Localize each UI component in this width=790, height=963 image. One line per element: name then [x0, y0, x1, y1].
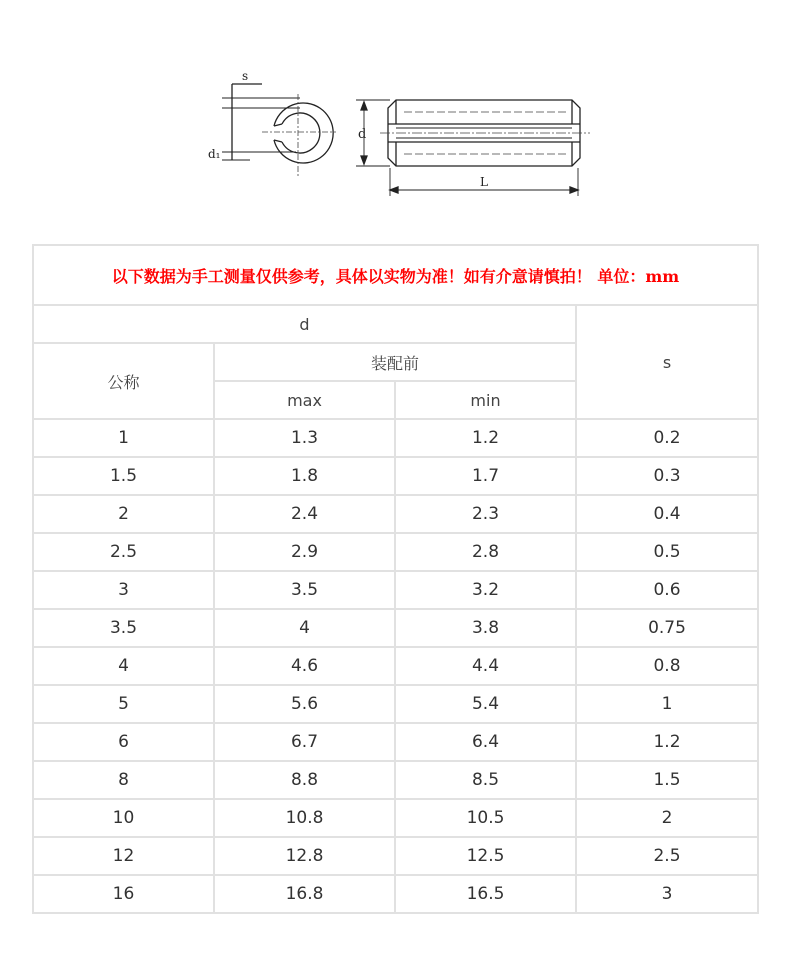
cell-min: 2.8 [395, 533, 576, 571]
cell-max: 5.6 [214, 685, 395, 723]
cell-nominal: 4 [33, 647, 214, 685]
cell-nominal: 6 [33, 723, 214, 761]
table-row [33, 685, 758, 723]
cell-min: 3.8 [395, 609, 576, 647]
header-nominal: 公称 [33, 343, 214, 419]
cell-nominal: 5 [33, 685, 214, 723]
header-row-1 [33, 305, 758, 343]
cell-s: 0.8 [576, 647, 758, 685]
cell-max: 4.6 [214, 647, 395, 685]
cell-max: 8.8 [214, 761, 395, 799]
table-row [33, 761, 758, 799]
cell-s: 0.2 [576, 419, 758, 457]
header-d: d [33, 305, 576, 343]
table-row [33, 875, 758, 913]
drawing-label-L: L [480, 175, 488, 189]
cell-s: 0.75 [576, 609, 758, 647]
cell-max: 2.4 [214, 495, 395, 533]
cell-max: 4 [214, 609, 395, 647]
cell-max: 3.5 [214, 571, 395, 609]
cell-min: 3.2 [395, 571, 576, 609]
table-row [33, 723, 758, 761]
header-min: min [395, 381, 576, 419]
cell-max: 1.3 [214, 419, 395, 457]
cell-nominal: 12 [33, 837, 214, 875]
cell-max: 12.8 [214, 837, 395, 875]
header-max: max [214, 381, 395, 419]
drawing-label-d: d [358, 127, 367, 142]
cell-max: 2.9 [214, 533, 395, 571]
cell-min: 6.4 [395, 723, 576, 761]
cell-min: 1.7 [395, 457, 576, 495]
table-row [33, 533, 758, 571]
spring-pin-drawing [190, 64, 600, 204]
table-row [33, 571, 758, 609]
cell-max: 16.8 [214, 875, 395, 913]
cell-nominal: 3 [33, 571, 214, 609]
table-row [33, 419, 758, 457]
header-before-assembly: 装配前 [214, 343, 576, 381]
cell-nominal: 3.5 [33, 609, 214, 647]
table-row [33, 457, 758, 495]
table-row [33, 647, 758, 685]
cell-nominal: 2.5 [33, 533, 214, 571]
cell-nominal: 2 [33, 495, 214, 533]
cell-max: 1.8 [214, 457, 395, 495]
cell-s: 1.2 [576, 723, 758, 761]
cell-nominal: 1 [33, 419, 214, 457]
cell-nominal: 1.5 [33, 457, 214, 495]
cell-s: 0.4 [576, 495, 758, 533]
cell-min: 16.5 [395, 875, 576, 913]
table-row [33, 837, 758, 875]
drawing-label-d1: d₁ [208, 147, 221, 161]
cell-s: 2 [576, 799, 758, 837]
cell-nominal: 8 [33, 761, 214, 799]
cell-min: 2.3 [395, 495, 576, 533]
cell-s: 1.5 [576, 761, 758, 799]
cell-min: 5.4 [395, 685, 576, 723]
cell-max: 6.7 [214, 723, 395, 761]
cell-max: 10.8 [214, 799, 395, 837]
cell-nominal: 10 [33, 799, 214, 837]
cell-s: 1 [576, 685, 758, 723]
notice-row [33, 245, 758, 305]
cell-min: 12.5 [395, 837, 576, 875]
table-row [33, 609, 758, 647]
cell-s: 2.5 [576, 837, 758, 875]
cell-s: 0.6 [576, 571, 758, 609]
cell-s: 3 [576, 875, 758, 913]
header-s: s [576, 305, 758, 419]
cell-s: 0.3 [576, 457, 758, 495]
notice-text: 以下数据为手工测量仅供参考，具体以实物为准！如有介意请慎拍！ 单位：mm [33, 245, 758, 305]
spec-table [32, 244, 759, 914]
table-row [33, 799, 758, 837]
cell-min: 10.5 [395, 799, 576, 837]
cell-s: 0.5 [576, 533, 758, 571]
cell-nominal: 16 [33, 875, 214, 913]
table-row [33, 495, 758, 533]
drawing-label-s: s [242, 69, 249, 83]
cell-min: 1.2 [395, 419, 576, 457]
cell-min: 8.5 [395, 761, 576, 799]
cell-min: 4.4 [395, 647, 576, 685]
